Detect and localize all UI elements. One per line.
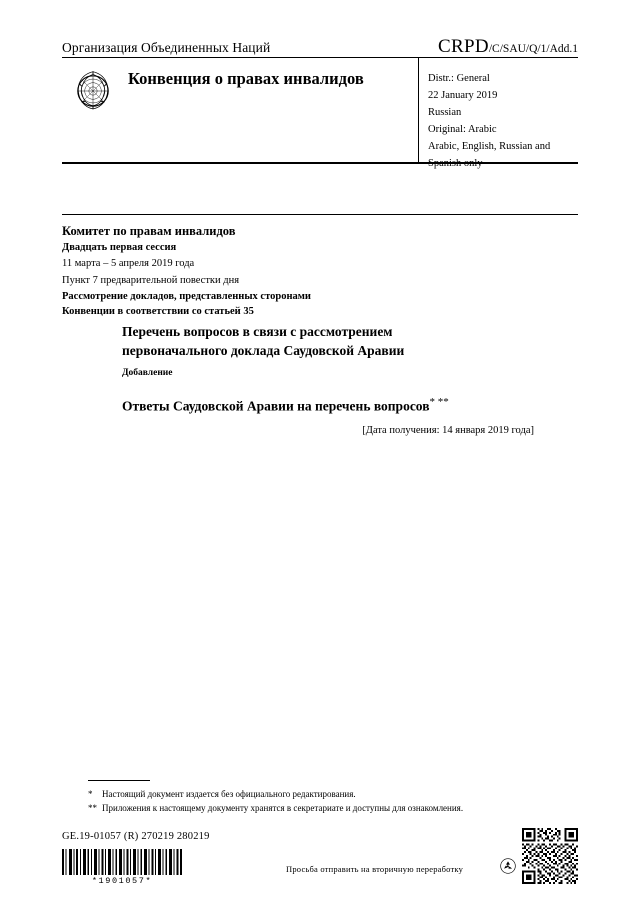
footnote-text: Приложения к настоящему документу хранятся в секретариате и доступны для ознакомления. (102, 803, 464, 813)
document-symbol-suffix: /C/SAU/Q/1/Add.1 (488, 43, 578, 55)
barcode-number: *1901057* (91, 876, 153, 886)
footnote-mark: * (88, 789, 93, 799)
page-title (122, 322, 542, 360)
distribution-line: Distr.: General (428, 73, 490, 84)
answers-title-asterisks: * ** (429, 396, 449, 408)
recycle-icon (500, 858, 516, 874)
barcode (62, 849, 182, 875)
distribution-block (428, 70, 573, 172)
committee-block (62, 222, 482, 319)
footnote (88, 788, 558, 802)
agenda-description-line-1: Рассмотрение докладов, представленных сторонами (62, 290, 311, 302)
convention-title: Конвенция о правах инвалидов (128, 69, 364, 88)
distribution-line: Original: Arabic (428, 124, 497, 135)
header-vertical-rule (418, 58, 419, 162)
footnote-mark: ** (88, 803, 97, 813)
document-symbol (438, 36, 578, 58)
footnote-rule (88, 780, 150, 781)
recycle-note: Просьба отправить на вторичную переработку (286, 864, 464, 874)
agenda-item: Пункт 7 предварительной повестки дня (62, 274, 240, 286)
distribution-line: Arabic, English, Russian and (428, 141, 551, 152)
page-title-line-1: Перечень вопросов в связи с рассмотрением (122, 324, 393, 339)
page-title-line-2: первоначального доклада Саудовской Аравии (122, 343, 405, 359)
header-rule-top (62, 57, 578, 58)
answers-title (122, 396, 552, 415)
agenda-description-line-2: Конвенции в соответствии со статьей 35 (62, 306, 254, 318)
received-date: [Дата получения: 14 января 2019 года] (362, 425, 534, 436)
distribution-line: 22 January 2019 (428, 90, 498, 101)
committee-session: Двадцать первая сессия (62, 242, 177, 254)
committee-name: Комитет по правам инвалидов (62, 224, 236, 238)
footnote (88, 802, 558, 816)
distribution-line: Spanish only (428, 158, 483, 169)
ge-code: GE.19-01057 (R) 270219 280219 (62, 831, 210, 842)
addendum-label: Добавление (122, 368, 173, 378)
committee-dates: 11 марта – 5 апреля 2019 года (62, 258, 195, 270)
header-top-line (62, 36, 578, 58)
document-symbol-prefix: CRPD (438, 36, 489, 57)
organization-name: Организация Объединенных Наций (62, 40, 271, 55)
answers-title-text: Ответы Саудовской Аравии на перечень вопросов (122, 398, 430, 414)
qr-code (522, 828, 578, 884)
footnote-text: Настоящий документ издается без официального редактирования. (102, 789, 356, 799)
distribution-line: Russian (428, 107, 462, 118)
section-rule (62, 214, 578, 215)
un-emblem-icon (70, 68, 116, 114)
